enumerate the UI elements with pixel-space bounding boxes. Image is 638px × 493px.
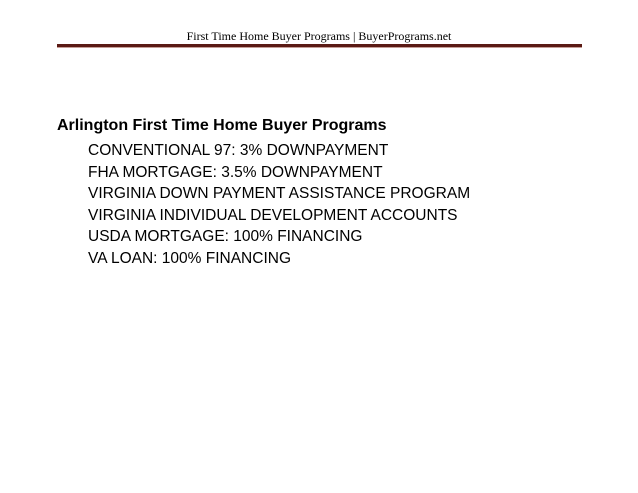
program-item: FHA MORTGAGE: 3.5% DOWNPAYMENT [88, 163, 383, 181]
program-item: VA LOAN: 100% FINANCING [88, 249, 291, 267]
program-item: CONVENTIONAL 97: 3% DOWNPAYMENT [88, 142, 389, 159]
header-rule-shadow [57, 47, 582, 48]
program-item: VIRGINIA INDIVIDUAL DEVELOPMENT ACCOUNTS [88, 206, 458, 224]
program-item: VIRGINIA DOWN PAYMENT ASSISTANCE PROGRAM [88, 185, 471, 203]
program-list [88, 140, 470, 270]
program-item: USDA MORTGAGE: 100% FINANCING [88, 228, 363, 246]
page-header-text: First Time Home Buyer Programs | BuyerPrograms.net [186, 29, 452, 43]
document-heading: Arlington First Time Home Buyer Programs [57, 117, 387, 134]
